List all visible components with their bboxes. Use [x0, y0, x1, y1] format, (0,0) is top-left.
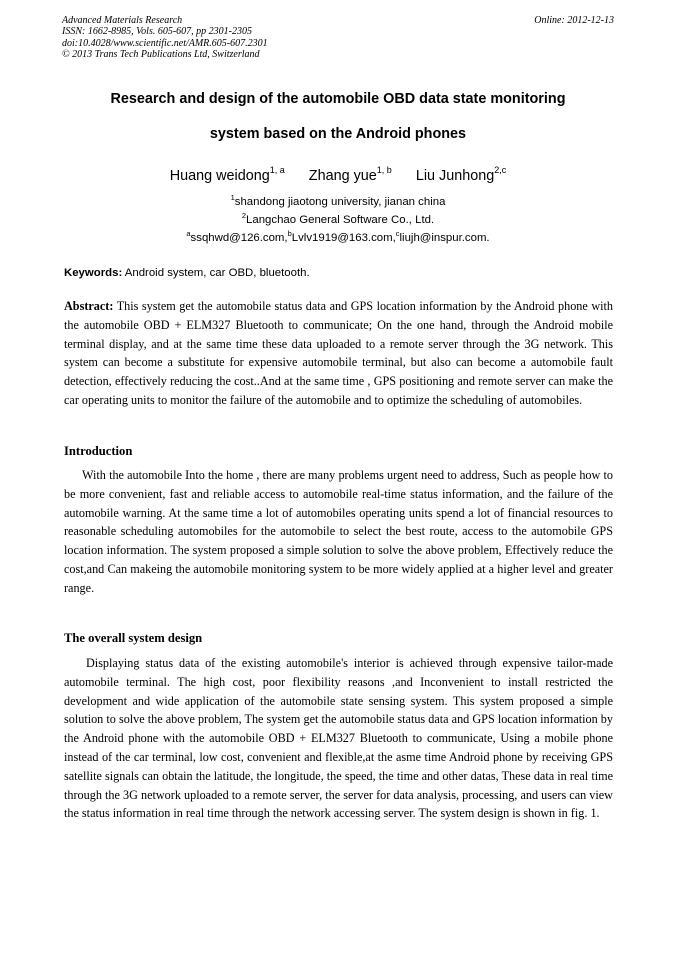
- author-emails: [62, 229, 614, 244]
- email-address: liujh@inspur.com.: [399, 232, 490, 244]
- paper-title-line-2: system based on the Android phones: [209, 126, 467, 142]
- email-superscript: a: [186, 229, 191, 238]
- abstract-text: This system get the automobile status data and GPS location information by the Android phone with the automobile OBD + ELM327 Bluetooth to communicate; On the one hand, through the Android mobile terminal display, and at the same time these data uploaded to a remote server through the 3G network. This system can become a substitute for expensive automobile terminal, but also can become a automobile fault detection, effectively reducing the cost..And at the same time , GPS positioning and remote server can make the car operating units to monitor the failure of the automobile and to optimize the scheduling of automobiles.: [64, 299, 613, 407]
- author-superscript: 1, a: [269, 165, 285, 175]
- affiliation-superscript: 2: [241, 211, 247, 220]
- online-date: Online: 2012-12-13: [534, 15, 614, 26]
- author-name: Liu Junhong: [415, 168, 495, 184]
- affiliation-text: Langchao General Software Co., Ltd.: [246, 214, 435, 226]
- affiliation-text: shandong jiaotong university, jianan china: [234, 196, 446, 208]
- keywords-text: Android system, car OBD, bluetooth.: [122, 267, 310, 279]
- email-address: Lvlv1919@163.com,: [291, 232, 396, 244]
- author-name: Zhang yue: [308, 168, 377, 184]
- affiliation-1: [62, 193, 614, 208]
- journal-issn: ISSN: 1662-8985, Vols. 605-607, pp 2301-2305: [62, 26, 252, 38]
- abstract-label: Abstract:: [64, 299, 114, 313]
- author: [308, 165, 392, 184]
- journal-doi: doi:10.4028/www.scientific.net/AMR.605-607.2301: [62, 37, 268, 49]
- abstract: [64, 297, 613, 410]
- author-name: Huang weidong: [169, 168, 270, 184]
- journal-copyright: © 2013 Trans Tech Publications Ltd, Switzerland: [62, 49, 260, 61]
- affiliation-2: [62, 211, 614, 226]
- email-superscript: c: [395, 229, 400, 238]
- journal-info: [62, 15, 268, 61]
- email-superscript: b: [287, 229, 292, 238]
- author-list: [62, 165, 614, 184]
- keywords: [64, 267, 614, 279]
- introduction-paragraph: With the automobile Into the home , there are many problems urgent need to address, Such as people how to be more convenient, fast and reliable access to automobile real-time status information, and the failure of the automobile warning. At the same time a lot of automobiles operating units spend a lot of financial resources to reasonable scheduling automobiles for the automobile to select the best route, access to the automobile GPS location information. The system proposed a simple solution to solve the above problem, Effectively reduce the cost,and Can makeing the automobile monitoring system to be more widely applied at a higher level and greater range.: [64, 468, 613, 595]
- keywords-label: Keywords:: [64, 267, 123, 279]
- author-superscript: 1, b: [376, 165, 392, 175]
- email-address: ssqhwd@126.com,: [190, 232, 288, 244]
- author: [169, 165, 285, 184]
- paper-title-line-1: Research and design of the automobile OBD data state monitoring: [110, 91, 566, 107]
- overall-design-paragraph: Displaying status data of the existing automobile's interior is achieved through expensive tailor-made automobile terminal. The high cost, poor flexibility reasons ,and Inconvenient to install restricted the development and wide application of the automobile state sensing system. This system proposed a simple solution to solve the above problem, The system get the automobile status data and GPS location information by the Android phone with the automobile OBD + ELM327 Bluetooth to communicate, Using a mobile phone instead of the car terminal, low cost, convenient and flexible,at the asme time Android phone by receiving GPS satellite signals can obtain the latitude, the longitude, the speed, the time and other datas, These data in real time through the 3G network uploaded to a remote server, the server for data analysis, processing, and users can view the status information in real time through the network accessing server. The system design is shown in fig. 1.: [64, 656, 613, 821]
- affiliation-superscript: 1: [230, 193, 235, 202]
- journal-name: Advanced Materials Research: [62, 15, 183, 26]
- introduction-heading: Introduction: [64, 444, 133, 458]
- author: [415, 165, 507, 184]
- author-superscript: 2,c: [494, 165, 507, 175]
- overall-design-heading: The overall system design: [64, 631, 203, 645]
